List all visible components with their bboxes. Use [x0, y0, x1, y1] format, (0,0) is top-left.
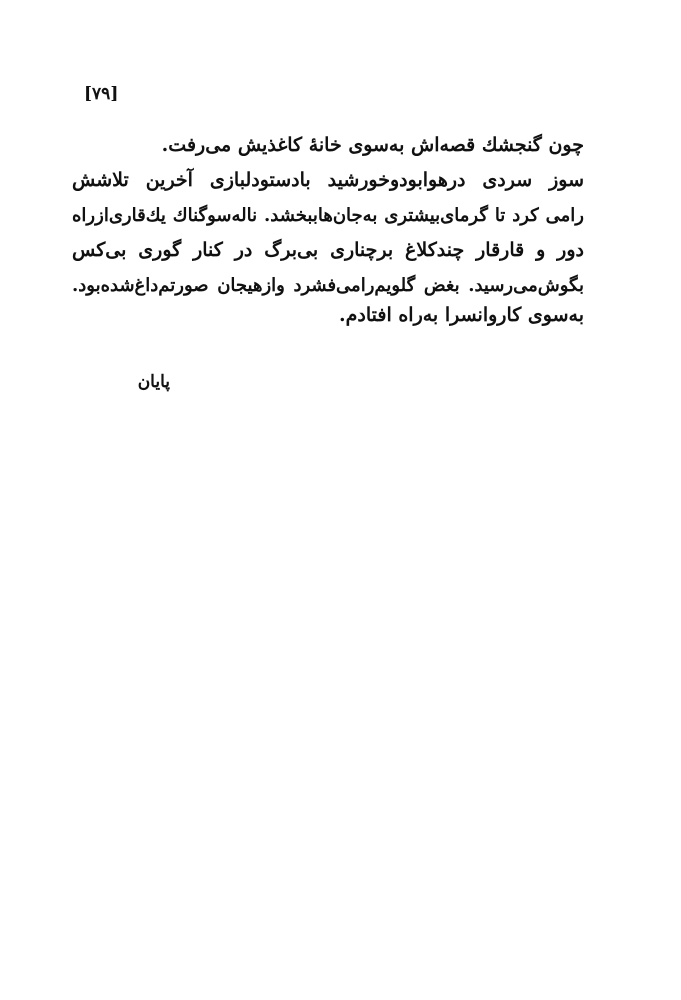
ending-word: پایان: [137, 372, 170, 392]
paragraph-3: به‌سوی کاروانسرا به‌راه افتادم.: [339, 304, 584, 326]
paragraph-2: [72, 163, 584, 303]
paragraph-1: چون گنجشك قصه‌اش به‌سوی خانهٔ کاغذیش می‌رفت.: [161, 134, 584, 156]
paragraph-2-line: دور و قارقار چندکلاغ برچناری بی‌برگ در کنار گوری بی‌کس: [72, 239, 584, 261]
paragraph-2-line: سوز سردی درهوابودوخورشید بادستودلبازی آخرین تلاشش: [72, 169, 584, 191]
paragraph-2-line: رامی کرد تا گرمای‌بیشتری به‌جان‌هاببخشد. ناله‌سوگناك یك‌قاری‌ازراه: [72, 205, 584, 226]
page-number: [۷۹]: [84, 84, 119, 104]
paragraph-2-line: بگوش‌می‌رسید. بغض گلویم‌رامی‌فشرد وازهیجان صورتم‌داغ‌شده‌بود.: [72, 275, 584, 296]
